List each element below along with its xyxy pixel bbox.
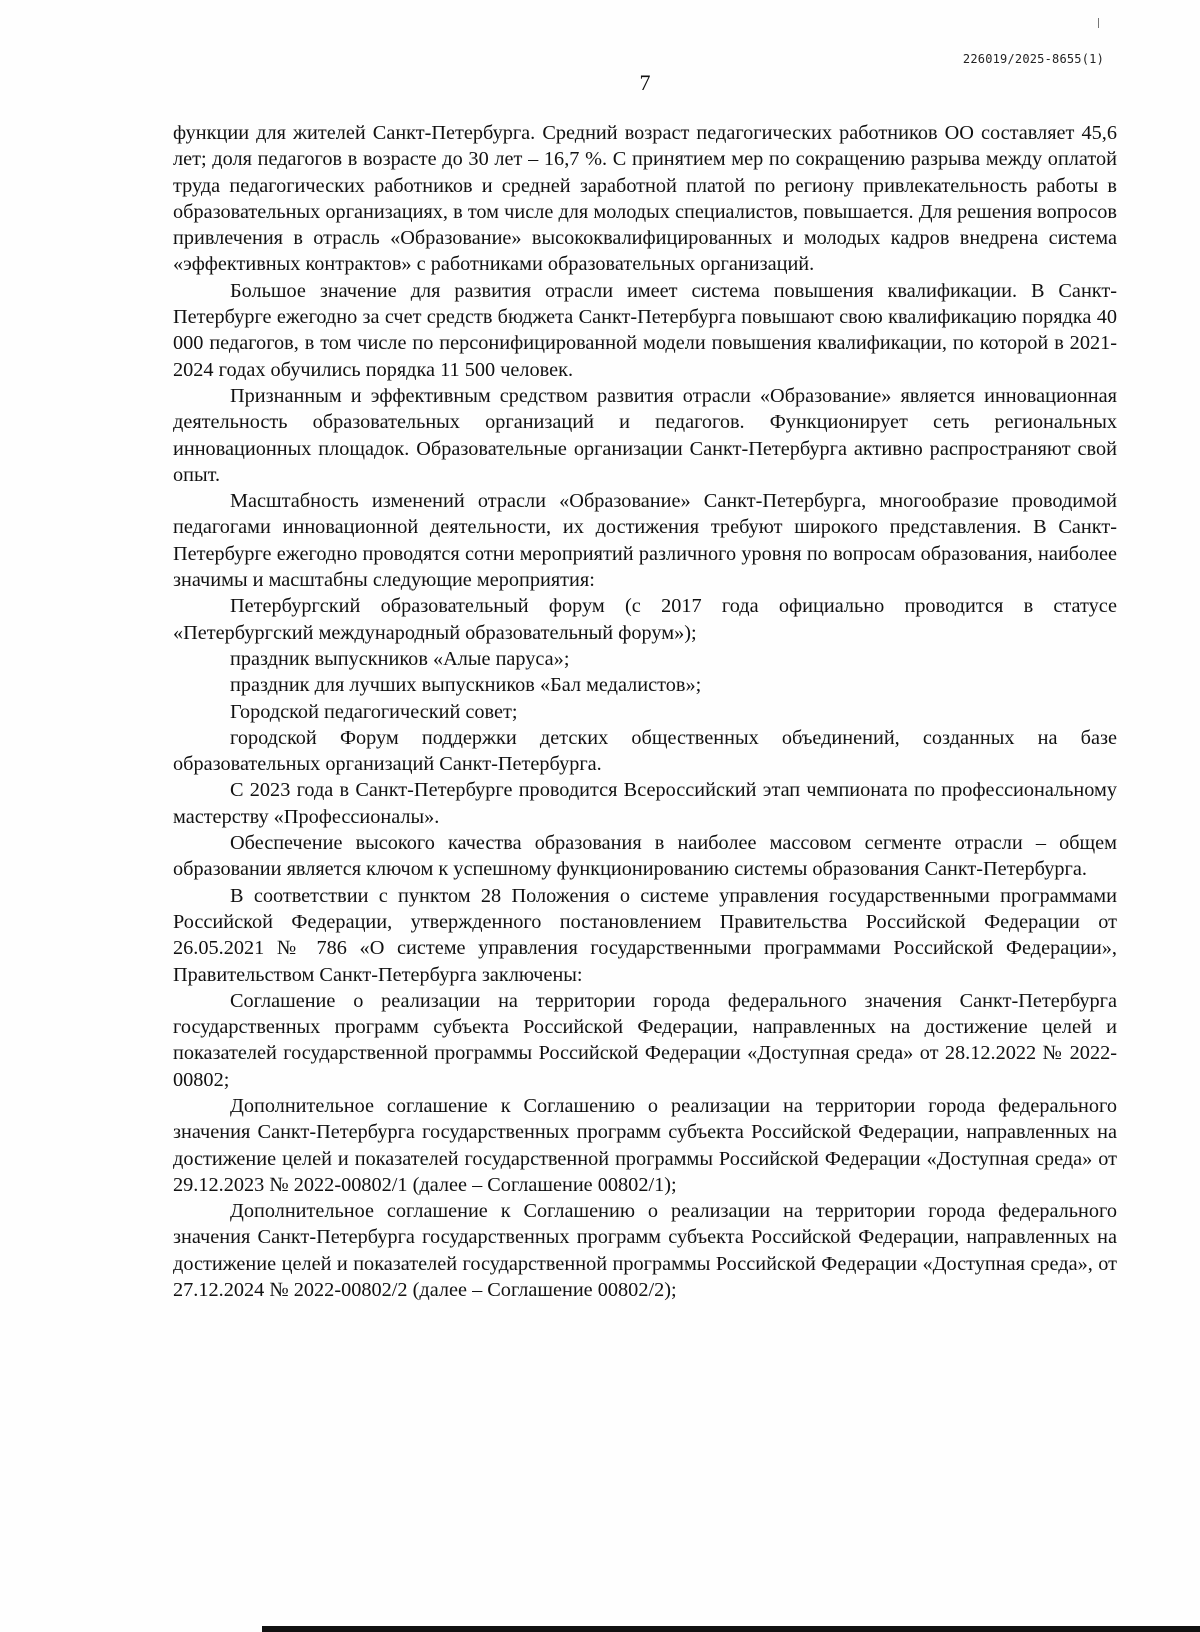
list-item-pedagogical-council: Городской педагогический совет; bbox=[230, 700, 518, 723]
list-item-agreement: Соглашение о реализации на территории города федерального значения Санкт-Петербурга государственных программ субъекта Российской Федерации, направленных на достижение целей и показателей государственной программы Российской Федерации «Доступная среда» от 28.12.2022 № 2022-00802; bbox=[173, 989, 1117, 1091]
list-item-forum: Петербургский образовательный форум (с 2017 года официально проводится в статусе «Петербургский международный образовательный форум»); bbox=[173, 595, 1117, 644]
paragraph-events-intro: Масштабность изменений отрасли «Образование» Санкт-Петербурга, многообразие проводимой педагогами инновационной деятельности, их достижения требуют широкого представления. В Санкт-Петербурге ежегодно проводятся сотни мероприятий различного уровня по вопросам образования, наиболее значимы и масштабны следующие мероприятия: bbox=[173, 490, 1117, 592]
scan-bottom-edge bbox=[262, 1626, 1200, 1632]
paragraph-general-education: Обеспечение высокого качества образования в наиболее массовом сегменте отрасли – общем образовании является ключом к успешному функционированию системы образования Санкт-Петербурга. bbox=[173, 832, 1117, 881]
scan-edge-mark bbox=[1098, 18, 1099, 28]
document-body bbox=[173, 120, 1117, 1303]
list-item-additional-agreement-2: Дополнительное соглашение к Соглашению о реализации на территории города федерального значения Санкт-Петербурга государственных программ субъекта Российской Федерации, направленных на достижение целей и показателей государственной программы Российской Федерации «Доступная среда», от 27.12.2024 № 2022-00802/2 (далее – Соглашение 00802/2); bbox=[173, 1200, 1117, 1302]
list-item-additional-agreement-1: Дополнительное соглашение к Соглашению о реализации на территории города федерального значения Санкт-Петербурга государственных программ субъекта Российской Федерации, направленных на достижение целей и показателей государственной программы Российской Федерации «Доступная среда» от 29.12.2023 № 2022-00802/1 (далее – Соглашение 00802/1); bbox=[173, 1094, 1117, 1196]
page-number: 7 bbox=[639, 70, 651, 95]
list-item-scarlet-sails: праздник выпускников «Алые паруса»; bbox=[230, 647, 570, 670]
paragraph-continuation: функции для жителей Санкт-Петербурга. Средний возраст педагогических работников ОО составляет 45,6 лет; доля педагогов в возрасте до 30 лет – 16,7 %. С принятием мер по сокращению разрыва между оплатой труда педагогических работников и средней заработной платой по региону привлекательность работы в образовательных организациях, в том числе для молодых специалистов, повышается. Для решения вопросов привлечения в отрасль «Образование» высококвалифицированных и молодых кадров внедрена система «эффективных контрактов» с работниками образовательных организаций. bbox=[173, 122, 1117, 276]
list-item-medalists-ball: праздник для лучших выпускников «Бал медалистов»; bbox=[230, 674, 702, 697]
list-item-youth-forum: городской Форум поддержки детских общественных объединений, созданных на базе образовательных организаций Санкт-Петербурга. bbox=[173, 726, 1117, 776]
paragraph-agreements-intro: В соответствии с пунктом 28 Положения о системе управления государственными программами Российской Федерации, утвержденного постановлением Правительства Российской Федерации от 26.05.2021 № 786 «О системе управления государственными программами Российской Федерации», Правительством Санкт-Петербурга заключены: bbox=[173, 884, 1117, 986]
document-registration-number: 226019/2025-8655(1) bbox=[962, 52, 1104, 66]
paragraph-professionals: С 2023 года в Санкт-Петербурге проводится Всероссийский этап чемпионата по профессиональному мастерству «Профессионалы». bbox=[173, 779, 1117, 828]
paragraph-qualification: Большое значение для развития отрасли имеет система повышения квалификации. В Санкт-Петербурге ежегодно за счет средств бюджета Санкт-Петербурга повышают свою квалификацию порядка 40 000 педагогов, в том числе по персонифицированной модели повышения квалификации, по которой в 2021-2024 годах обучились порядка 11 500 человек. bbox=[173, 279, 1117, 381]
paragraph-innovation: Признанным и эффективным средством развития отрасли «Образование» является инновационная деятельность образовательных организаций и педагогов. Функционирует сеть региональных инновационных площадок. Образовательные организации Санкт-Петербурга активно распространяют свой опыт. bbox=[173, 384, 1117, 486]
